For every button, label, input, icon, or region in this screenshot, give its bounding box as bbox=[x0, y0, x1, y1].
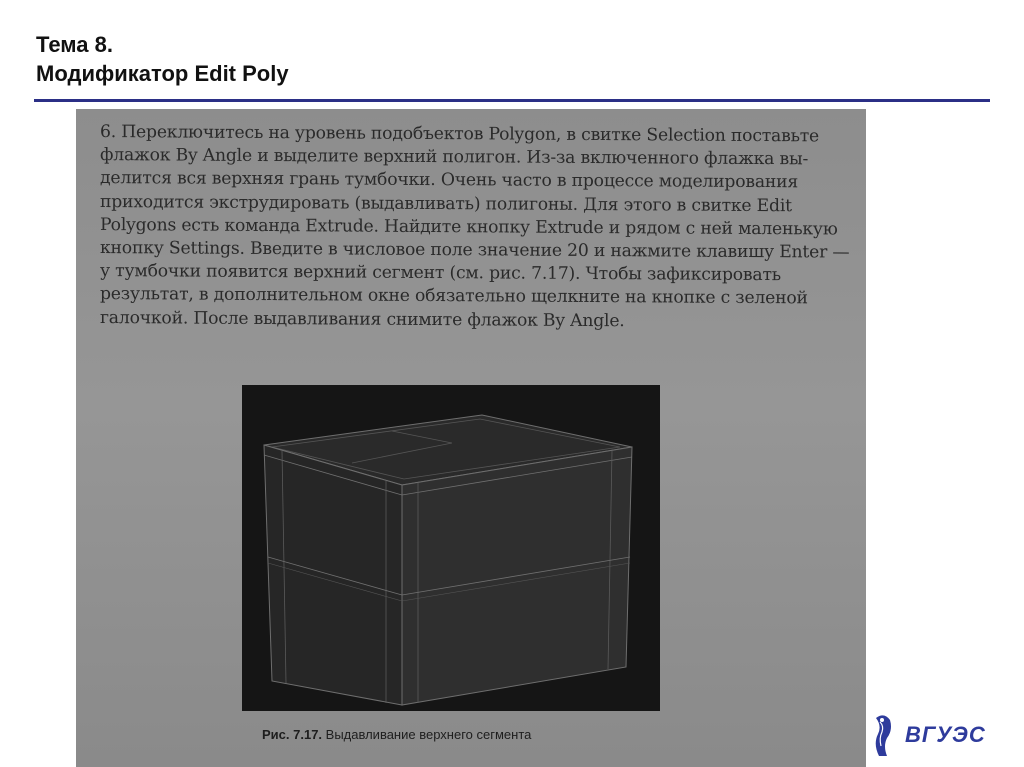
paragraph-line: 6. Переключитесь на уровень подобъектов Polygon, в свитке Selection поставьте bbox=[100, 122, 820, 147]
paragraph-line: приходится экструдировать (выдавливать) полигоны. Для этого в свитке Edit bbox=[100, 191, 792, 216]
wireframe-cabinet-illustration bbox=[242, 385, 660, 711]
figure-caption bbox=[262, 727, 531, 742]
paragraph-line: результат, в дополнительном окне обязательно щелкните на кнопке с зеленой bbox=[100, 284, 808, 309]
paragraph-line: флажок By Angle и выделите верхний полигон. Из-за включенного флажка вы- bbox=[100, 145, 809, 170]
paragraph-line: Polygons есть команда Extrude. Найдите кнопку Extrude и рядом с ней маленькую bbox=[100, 214, 838, 240]
figure-7-17-render bbox=[242, 385, 660, 711]
paragraph-line: делится вся верхняя грань тумбочки. Очень часто в процессе моделирования bbox=[100, 168, 799, 193]
slide-title-line1: Тема 8. bbox=[36, 32, 113, 57]
title-divider bbox=[34, 99, 990, 102]
paragraph-line: у тумбочки появится верхний сегмент (см. рис. 7.17). Чтобы зафиксировать bbox=[100, 261, 781, 286]
book-page-photo bbox=[76, 109, 866, 767]
paragraph-line: галочкой. После выдавливания снимите флажок By Angle. bbox=[100, 307, 625, 331]
logo-wordmark: ВГУЭС bbox=[905, 722, 986, 747]
figure-caption-number: Рис. 7.17. bbox=[262, 727, 323, 742]
slide-title-line2: Модификатор Edit Poly bbox=[36, 61, 289, 86]
book-paragraph bbox=[100, 121, 850, 334]
figure-caption-text: Выдавливание верхнего сегмента bbox=[325, 727, 532, 742]
slide-title bbox=[36, 30, 289, 88]
paragraph-line: кнопку Settings. Введите в числовое поле значение 20 и нажмите клавишу Enter — bbox=[100, 238, 850, 263]
